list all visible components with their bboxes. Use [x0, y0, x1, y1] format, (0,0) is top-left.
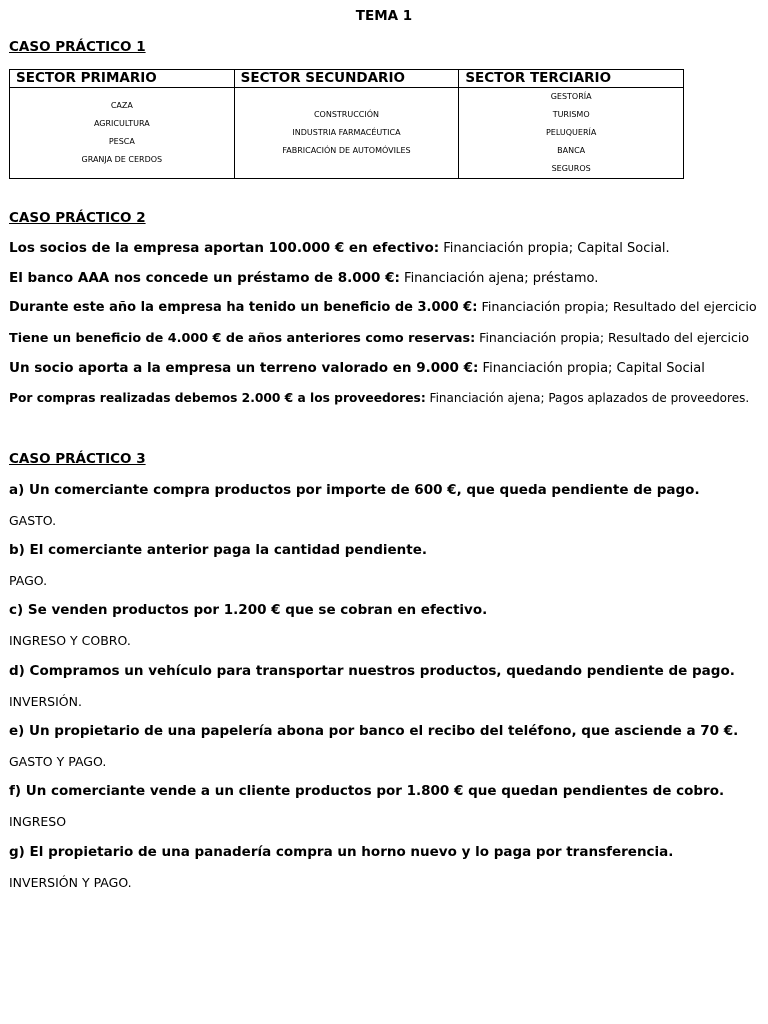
question-text: c) Se venden productos por 1.200 € que se cobran en efectivo.	[9, 602, 488, 618]
answer-text: Financiación propia; Resultado del ejercicio	[475, 330, 749, 345]
answer-text: Financiación ajena; préstamo.	[399, 271, 599, 286]
list-item: CONSTRUCCIÓN	[313, 110, 380, 119]
list-item: SEGUROS	[551, 164, 591, 173]
list-item: GESTORÍA	[550, 92, 592, 101]
list-item: PESCA	[108, 137, 135, 146]
question-text: g) El propietario de una panadería compra un horno nuevo y lo paga por transferencia.	[9, 844, 674, 860]
caso3-heading: CASO PRÁCTICO 3	[9, 451, 146, 467]
answer-text: PAGO.	[9, 573, 48, 588]
list-item: CAZA	[110, 101, 133, 110]
answer-text: GASTO Y PAGO.	[9, 754, 107, 769]
caso2-item	[9, 240, 670, 256]
table-header-row	[10, 70, 684, 88]
question-text: b) El comerciante anterior paga la cantidad pendiente.	[9, 542, 427, 558]
document-title: TEMA 1	[355, 8, 413, 24]
caso2-item	[9, 270, 598, 286]
sectors-table	[9, 69, 684, 179]
question-text: Un socio aporta a la empresa un terreno valorado en 9.000 €:	[9, 360, 479, 376]
caso2-item	[9, 360, 705, 376]
question-text: El banco AAA nos concede un préstamo de 8.000 €:	[9, 270, 400, 286]
answer-text: GASTO.	[9, 513, 57, 528]
table-row	[10, 88, 684, 179]
answer-text: Financiación propia; Capital Social	[478, 361, 705, 376]
cell-terciario	[459, 88, 684, 179]
answer-text: Financiación propia; Capital Social.	[439, 241, 670, 256]
caso2-item	[9, 330, 749, 346]
question-text: Por compras realizadas debemos 2.000 € a los proveedores:	[9, 391, 426, 405]
question-text: a) Un comerciante compra productos por importe de 600 €, que queda pendiente de pago.	[9, 482, 700, 498]
answer-text: INVERSIÓN.	[9, 694, 82, 709]
list-item: FABRICACIÓN DE AUTOMÓVILES	[282, 146, 411, 155]
question-text: e) Un propietario de una papelería abona por banco el recibo del teléfono, que asciende a 70 €.	[9, 723, 739, 739]
answer-text: INGRESO Y COBRO.	[9, 633, 131, 648]
answer-text: Financiación propia; Resultado del ejercicio	[477, 300, 757, 315]
list-item: TURISMO	[552, 110, 590, 119]
caso2-item	[9, 390, 749, 405]
header-terciario: SECTOR TERCIARIO	[459, 70, 684, 88]
list-item: INDUSTRIA FARMACÉUTICA	[292, 128, 401, 137]
list-item: PELUQUERÍA	[545, 128, 597, 137]
caso2-heading: CASO PRÁCTICO 2	[9, 210, 146, 226]
caso2-item	[9, 300, 757, 315]
answer-text: Financiación ajena; Pagos aplazados de proveedores.	[425, 391, 750, 405]
list-item: BANCA	[557, 146, 586, 155]
question-text: f) Un comerciante vende a un cliente productos por 1.800 € que quedan pendientes de cobro.	[9, 783, 725, 799]
question-text: Durante este año la empresa ha tenido un beneficio de 3.000 €:	[9, 300, 478, 315]
list-item: GRANJA DE CERDOS	[81, 155, 163, 164]
header-primario: SECTOR PRIMARIO	[10, 70, 235, 88]
header-secundario: SECTOR SECUNDARIO	[234, 70, 459, 88]
question-text: Los socios de la empresa aportan 100.000 € en efectivo:	[9, 240, 440, 256]
cell-primario	[10, 88, 235, 179]
caso1-heading: CASO PRÁCTICO 1	[9, 39, 146, 55]
question-text: Tiene un beneficio de 4.000 € de años anteriores como reservas:	[9, 331, 476, 346]
cell-secundario	[234, 88, 459, 179]
answer-text: INVERSIÓN Y PAGO.	[9, 875, 132, 890]
question-text: d) Compramos un vehículo para transportar nuestros productos, quedando pendiente de pago.	[9, 663, 735, 679]
answer-text: INGRESO	[9, 814, 67, 829]
list-item: AGRICULTURA	[93, 119, 150, 128]
